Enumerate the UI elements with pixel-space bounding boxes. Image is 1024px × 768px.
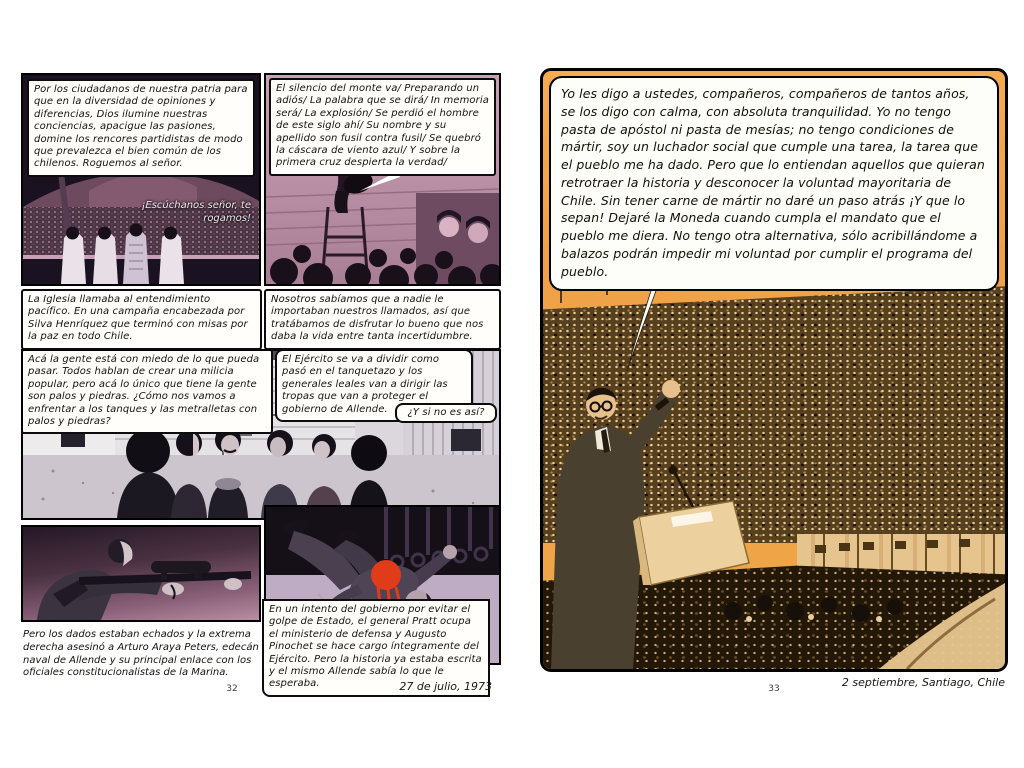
- page-number-32: 32: [226, 684, 238, 694]
- panel-stadium-speech: [540, 68, 1008, 672]
- caption-song-lyrics: El silencio del monte va/ Preparando un adiós/ La palabra que se dirá/ In memoria será/ La explosión/ Se perdió el hombre de este siglo ahí/ Su nombre y su apellido son fusil contra fusil/ Se quebró la cáscara de viento azul/ Y sobre la primera cruz despierta la verdad/: [269, 78, 496, 176]
- speech-street-left: Acá la gente está con miedo de lo que pueda pasar. Todos hablan de crear una milicia popular, pero acá lo único que tiene la gente son palos y piedras. ¿Cómo nos vamos a enfrentar a los tanques y las metralletas con palos y piedras?: [21, 349, 273, 434]
- caption-church-footer: La Iglesia llamaba al entendimiento pacífico. En una campaña encabezada por Silva Henríquez que terminó con misas por la paz en todo Chile.: [21, 289, 262, 350]
- caption-church-prayer: Por los ciudadanos de nuestra patria para que en la diversidad de opiniones y diferencias, Dios ilumine nuestras conciencias, apacigue las pasiones, domine los rencores partidistas de modo que prevalezca el bien común de los chilenos. Roguemos al señor.: [27, 79, 255, 177]
- panel-street-talk: [21, 349, 501, 520]
- panel-sniper: [21, 525, 261, 622]
- date-left-page: 27 de julio, 1973: [399, 680, 492, 693]
- speech-allende: Yo les digo a ustedes, compañeros, compañeros de tantos años, se los digo con calma, con absoluta tranquilidad. Yo no tengo pasta de apóstol ni pasta de mesías; no tengo condiciones de mártir, soy un luchador social que cumple una tarea, la tarea que el pueblo me ha dado. Pero que lo entiendan aquellos que quieran retrotraer la historia y desconocer la voluntad mayoritaria de Chile. Sin tener carne de mártir no daré un paso atrás ¡Y que lo sepan! Dejaré la Moneda cuando cumpla el mandato que el pueblo me diera. No tengo otra alternativa, sólo acribillándome a balazos podrán impedir mi voluntad por cumplir el programa del pueblo.: [549, 76, 999, 291]
- speech-street-right: El Ejército se va a dividir como pasó en el tanquetazo y los generales leales van a dirigir las tropas que van a proteger el gobierno de Allende.: [275, 349, 473, 422]
- caption-fallen: En un intento del gobierno por evitar el golpe de Estado, el general Pratt ocupa el ministerio de defensa y Augusto Pinochet se hace cargo íntegramente del Ejército. Pero la historia ya estaba escrita y el mismo Allende sabía lo que le esperaba.: [262, 599, 490, 697]
- church-crowd-shout: ¡Escúchanos señor, te rogamos!: [141, 200, 251, 224]
- speech-street-reply: ¿Y si no es así?: [395, 403, 497, 423]
- panel-singer: [264, 73, 501, 286]
- date-right-page: 2 septiembre, Santiago, Chile: [841, 676, 1005, 689]
- page-number-33: 33: [768, 684, 780, 694]
- panel-church-mass: [21, 73, 261, 286]
- caption-sniper: Pero los dados estaban echados y la extrema derecha asesinó a Arturo Araya Peters, edecán naval de Allende y su principal enlace con los oficiales constitucionalistas de la Marina.: [23, 629, 259, 679]
- sniper-scene-art: [23, 527, 259, 620]
- caption-singer-footer: Nosotros sabíamos que a nadie le importaban nuestros llamados, así que tratábamos de disfrutar lo bueno que nos daba la vida entre tanta incertidumbre.: [264, 289, 501, 350]
